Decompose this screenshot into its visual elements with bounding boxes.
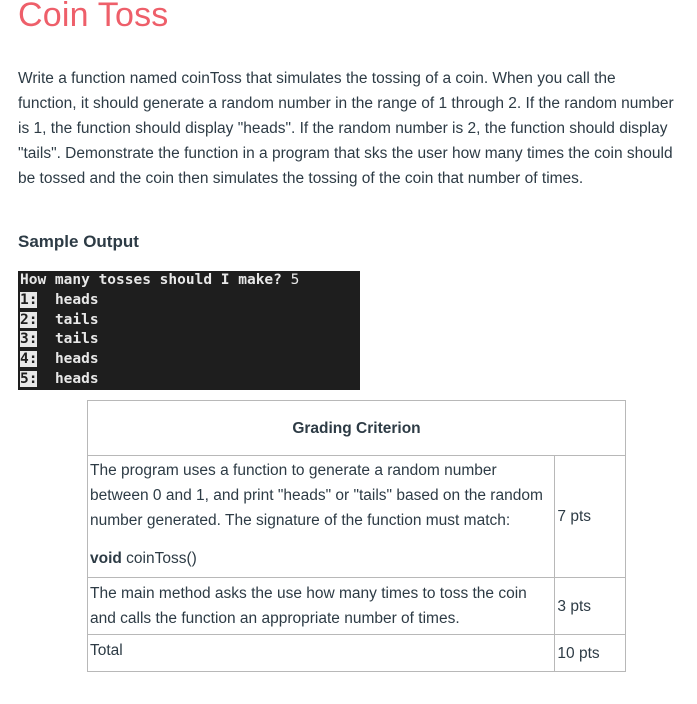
- terminal-line-number: 3:: [20, 331, 38, 348]
- terminal-line-number: 2:: [20, 311, 38, 328]
- signature-keyword: void: [90, 550, 122, 567]
- terminal-line-value: tails: [54, 311, 99, 328]
- signature-name: coinToss(): [121, 550, 197, 567]
- points-cell: 7 pts: [555, 456, 626, 578]
- total-label: Total: [88, 635, 555, 672]
- terminal-line-number: 4:: [20, 351, 38, 368]
- terminal-line-value: tails: [54, 331, 99, 348]
- grading-row: [88, 578, 626, 635]
- terminal-output-line: [20, 291, 358, 311]
- terminal-output-line: [20, 370, 358, 390]
- total-points: 10 pts: [555, 635, 626, 672]
- terminal-line-number: 5:: [20, 370, 38, 387]
- terminal-input: 5: [290, 272, 300, 288]
- points-cell: 3 pts: [555, 578, 626, 635]
- terminal-prompt: How many tosses should I make?: [20, 272, 291, 288]
- grading-table: [87, 400, 626, 672]
- function-signature: [90, 546, 552, 571]
- terminal-prompt-line: [20, 271, 358, 291]
- terminal-line-value: heads: [54, 370, 99, 387]
- terminal-output-line: [20, 330, 358, 350]
- assignment-description: Write a function named coinToss that simulates the tossing of a coin. When you call the function, it should generate a random number in the range of 1 through 2. If the random number is 1, the function should display "heads". If the random number is 2, the function should display "tails". Demonstrate the function in a program that sks the user how many times the coin should be tossed and the coin then simulates the tossing of the coin that number of times.: [18, 70, 674, 187]
- criterion-cell: The main method asks the use how many times to toss the coin and calls the function an appropriate number of times.: [88, 578, 555, 635]
- grading-total-row: [88, 635, 626, 672]
- page-title: Coin Toss: [18, 0, 169, 34]
- criterion-cell: [88, 456, 555, 578]
- terminal-output-line: [20, 311, 358, 331]
- terminal-line-value: heads: [54, 351, 99, 368]
- sample-output-heading: Sample Output: [18, 232, 139, 251]
- grading-row: [88, 456, 626, 578]
- terminal-output-line: [20, 350, 358, 370]
- criterion-text: The program uses a function to generate a random number between 0 and 1, and print "heads" or "tails" based on the random number generated. The signature of the function must match:: [90, 462, 543, 529]
- terminal-line-number: 1:: [20, 291, 38, 308]
- sample-output-terminal: [18, 271, 360, 390]
- grading-header-row: [88, 401, 626, 456]
- terminal-line-value: heads: [54, 291, 99, 308]
- grading-header: Grading Criterion: [88, 401, 626, 456]
